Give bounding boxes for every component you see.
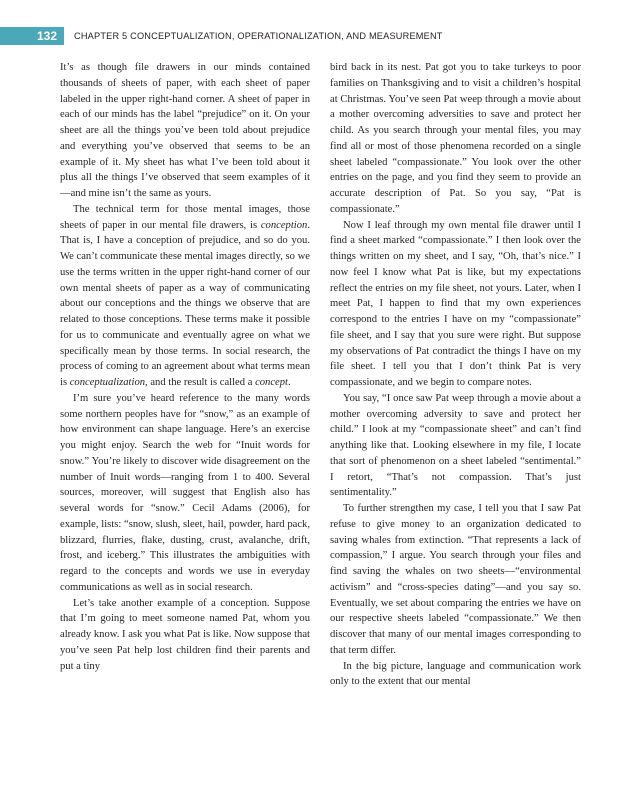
term-concept: concept <box>255 377 289 388</box>
paragraph: I’m sure you’ve heard reference to the many words some northern peoples have for “snow,” as an example of how environment can shape language. Here’s an exercise you might enjoy. Search the web for “Inuit words for snow.” You’re likely to discover wide disagreement on the number of Inuit words—ranging from 1 to 400. Several sources, moreover, will suggest that English also has several words for “snow.” Cecil Adams (2006), for example, lists: “snow, slush, sleet, hail, powder, hard pack, blizzard, flurries, flake, dusting, crust, avalanche, drift, frost, and iceberg.” This illustrates the ambiguities with regard to the concepts and words we use in everyday communications as well as in social research. <box>60 392 310 593</box>
paragraph: bird back in its nest. Pat got you to take turkeys to poor families on Thanksgiving and to visit a children’s hospital at Christmas. You’ve seen Pat weep through a movie about a mother overcoming adversities to save and protect her child. As you search through your mental files, you may find all or most of those phenomena recorded on a single sheet labeled “compassionate.” You look over the other entries on the page, and you find they seem to provide an accurate description of Pat. So you say, “Pat is compassionate.” <box>330 62 581 215</box>
paragraph: It’s as though file drawers in our minds contained thousands of sheets of paper, with each sheet of paper labeled in the upper right-hand corner. A sheet of paper in each of our minds has the label “prejudice” on it. On your sheet are all the things you’ve been told about prejudice and everything you’ve observed that seems to be an example of it. My sheet has what I’ve been told about it plus all the things I’ve observed that seem examples of it—and mine isn’t the same as yours. <box>60 62 310 199</box>
left-column <box>60 60 310 674</box>
paragraph: You say, “I once saw Pat weep through a movie about a mother overcoming adversity to save and protect her child.” I look at my “compassionate sheet” and can’t find anything like that. Looking elsewhere in my file, I locate that sort of phenomenon on a sheet labeled “sentimental.” I retort, “That’s not compassion. That’s just sentimentality.” <box>330 392 581 499</box>
term-conceptualization: conceptualization, <box>69 377 148 388</box>
paragraph: To further strengthen my case, I tell you that I saw Pat refuse to give money to an organization dedicated to saving whales from extinction. “That represents a lack of compassion,” I argue. You search through your files and find saving the whales on two sheets—“environmental activism” and “cross-species dating”—and you say so. Eventually, we set about comparing the entries we have on our respective sheets labeled “compassionate.” We then discover that many of our mental images corresponding to that term differ. <box>330 503 581 656</box>
term-conception: conception <box>260 219 308 231</box>
right-column <box>330 60 581 690</box>
chapter-title: CHAPTER 5 CONCEPTUALIZATION, OPERATIONALIZATION, AND MEASUREMENT <box>74 31 443 41</box>
page-number: 132 <box>0 27 64 45</box>
running-header <box>0 27 636 45</box>
paragraph: Let’s take another example of a conception. Suppose that I’m going to meet someone named Pat, whom you already know. I ask you what Pat is like. Now suppose that you’ve seen Pat help lost children find their parents and put a tiny <box>60 597 310 672</box>
paragraph: In the big picture, language and communication work only to the extent that our mental <box>330 660 581 688</box>
paragraph: Now I leaf through my own mental file drawer until I find a sheet marked “compassionate.” I then look over the things written on my sheet, and I say, “Oh, that’s nice.” I now feel I know what Pat is like, but my expectations reflect the entries on my file sheet, not yours. Later, when I meet Pat, I happen to find that my own experiences correspond to the entries I have on my “compassionate” file sheet, and I say that you sure were right. But suppose my observations of Pat contradict the things I have on my file sheet. I tell you that I don’t think Pat is very compassionate, and we begin to compare notes. <box>330 219 581 388</box>
paragraph: The technical term for those mental images, those sheets of paper in our mental file drawers, is conception. That is, I have a conception of prejudice, and so do you. We can’t communicate these mental images directly, so we use the terms written in the upper right-hand corner of our own mental sheets of paper as a way of communicating about our conceptions and the things we observe that are related to those conceptions. These terms make it possible for us to communicate and eventually agree on what we specifically mean by those terms. In social research, the process of coming to an agreement about what terms mean is conceptualization, and the result is called a concept. <box>60 203 310 388</box>
